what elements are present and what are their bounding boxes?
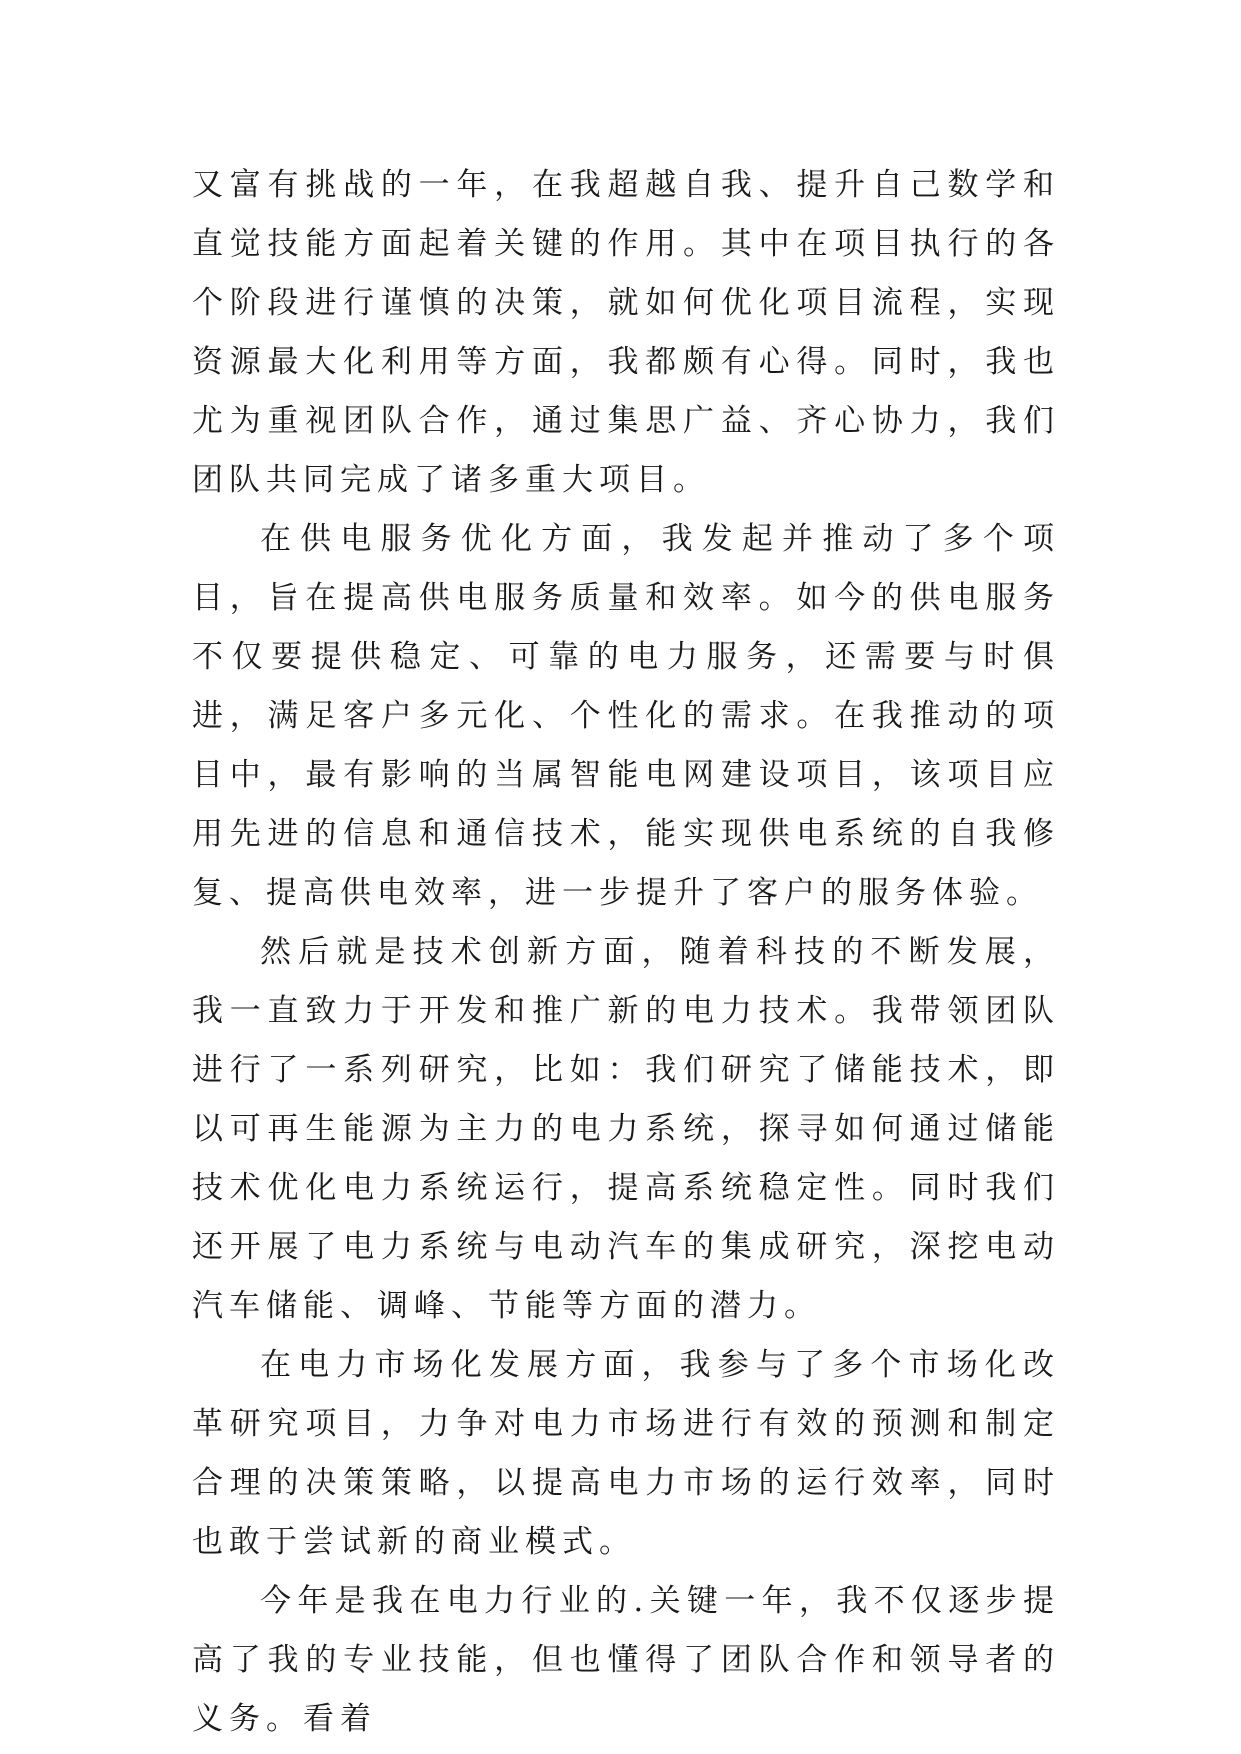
document-body — [192, 156, 1060, 1749]
paragraph-technical-innovation: 然后就是技术创新方面，随着科技的不断发展，我一直致力于开发和推广新的电力技术。我带领团队进行了一系列研究，比如：我们研究了储能技术，即以可再生能源为主力的电力系统，探寻如何通过储能技术优化电力系统运行，提高系统稳定性。同时我们还开展了电力系统与电动汽车的集成研究，深挖电动汽车储能、调峰、节能等方面的潜力。 — [192, 934, 1060, 1324]
paragraph-market-development: 在电力市场化发展方面，我参与了多个市场化改革研究项目，力争对电力市场进行有效的预测和制定合理的决策策略，以提高电力市场的运行效率，同时也敢于尝试新的商业模式。 — [192, 1347, 1060, 1560]
paragraph-power-supply-service: 在供电服务优化方面，我发起并推动了多个项目，旨在提高供电服务质量和效率。如今的供电服务不仅要提供稳定、可靠的电力服务，还需要与时俱进，满足客户多元化、个性化的需求。在我推动的项目中，最有影响的当属智能电网建设项目，该项目应用先进的信息和通信技术，能实现供电系统的自我修复、提高供电效率，进一步提升了客户的服务体验。 — [192, 521, 1060, 911]
paragraph-year-summary: 今年是我在电力行业的.关键一年，我不仅逐步提高了我的专业技能，但也懂得了团队合作和领导者的义务。看着 — [192, 1583, 1060, 1737]
paragraph-continuation: 又富有挑战的一年，在我超越自我、提升自己数学和直觉技能方面起着关键的作用。其中在项目执行的各个阶段进行谨慎的决策，就如何优化项目流程，实现资源最大化利用等方面，我都颇有心得。同时，我也尤为重视团队合作，通过集思广益、齐心协力，我们团队共同完成了诸多重大项目。 — [192, 167, 1060, 498]
